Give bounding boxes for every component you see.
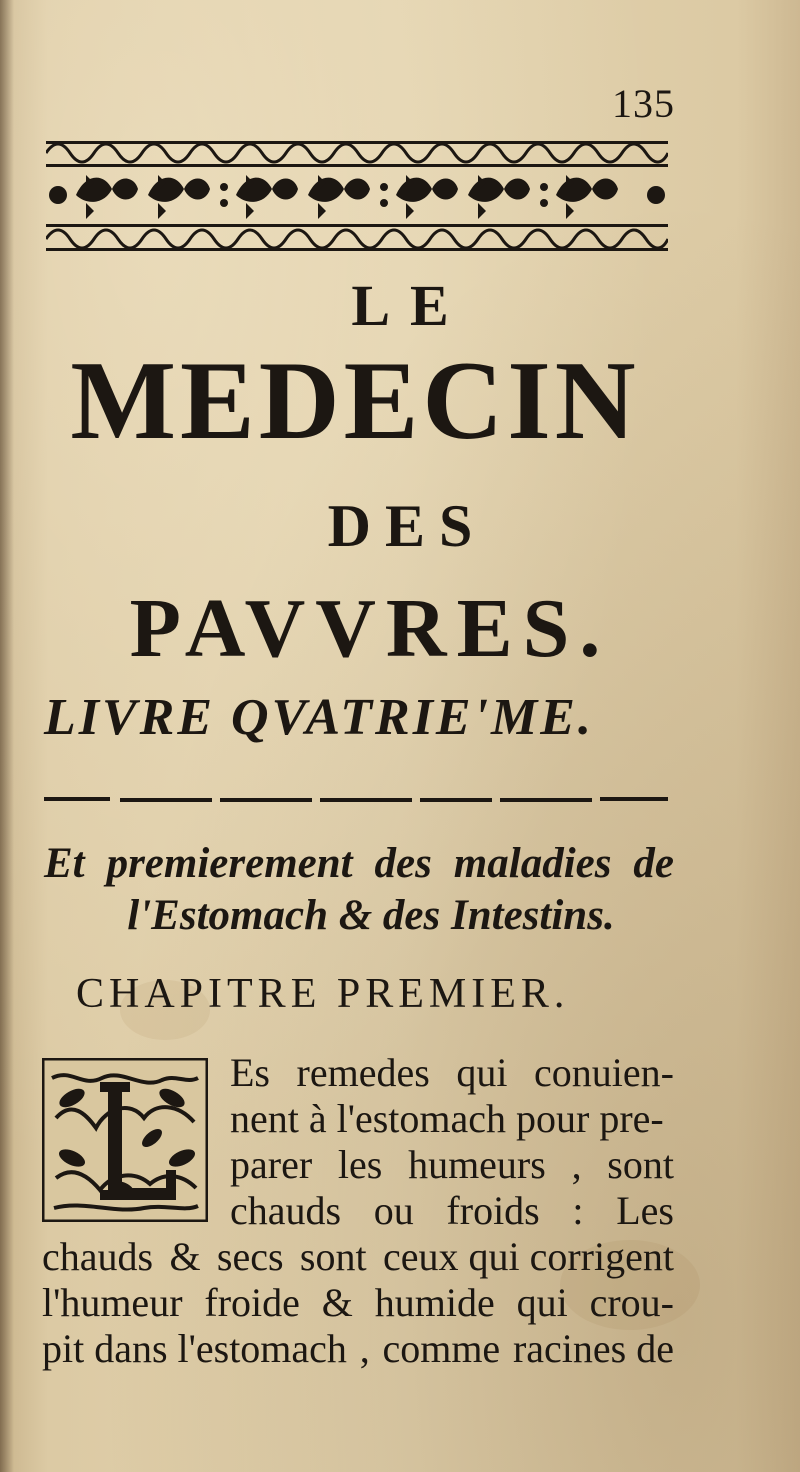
chapter-heading: CHAPITRE PREMIER.	[76, 971, 570, 1017]
subtitle-word: premierement	[106, 840, 353, 887]
text-word: chauds	[42, 1234, 154, 1279]
subtitle-line-2: l'Estomach & des Intestins.	[127, 892, 615, 939]
text-word: les	[337, 1142, 383, 1187]
text-word: Les	[616, 1188, 674, 1233]
text-word: crou-	[589, 1280, 674, 1325]
text-word: secs	[216, 1234, 284, 1279]
text-word: ou	[373, 1188, 414, 1233]
text-word: sont	[299, 1234, 367, 1279]
subtitle-word: maladies	[453, 840, 612, 887]
subtitle-word: Et	[44, 840, 85, 887]
chapter-subtitle	[44, 838, 674, 942]
title-des: DES	[327, 493, 487, 559]
text-word: comme	[382, 1326, 501, 1371]
text-word: &	[169, 1234, 201, 1279]
text-word: l'humeur	[42, 1280, 183, 1325]
text-word: froids	[446, 1188, 540, 1233]
text-line	[42, 1234, 674, 1280]
text-word: froide	[204, 1280, 300, 1325]
text-word: ceux qui corrigent	[382, 1234, 674, 1279]
text-word: pit dans l'estomach	[42, 1326, 347, 1371]
page-number: 135	[612, 81, 675, 126]
subtitle-word: des	[374, 840, 432, 887]
text-word: chauds	[230, 1188, 342, 1233]
text-line	[230, 1050, 674, 1096]
text-word: humeurs	[408, 1142, 546, 1187]
text-line	[42, 1326, 674, 1372]
book-heading: LIVRE QVATRIE'ME.	[44, 689, 594, 746]
title-medecin: MEDECIN	[70, 339, 640, 463]
section-rule	[44, 795, 668, 805]
title-le: LE	[351, 273, 469, 338]
subtitle-line-1	[44, 838, 674, 890]
text-word: Es	[230, 1050, 270, 1095]
text-line	[230, 1096, 674, 1142]
text-word: sont	[607, 1142, 674, 1187]
text-word: ,	[359, 1326, 370, 1371]
text-word: conuien-	[534, 1050, 674, 1095]
text-word: racines de	[512, 1326, 674, 1371]
ornamental-headpiece	[46, 135, 668, 253]
text-word: :	[572, 1188, 584, 1233]
page-gutter-shadow	[0, 0, 14, 1472]
text-word: humide	[374, 1280, 495, 1325]
title-pauvres: PAVVRES.	[129, 582, 611, 675]
text-word: &	[321, 1280, 353, 1325]
text-line	[230, 1188, 674, 1234]
text-word: nent à l'estomach pour pre-	[230, 1096, 664, 1141]
text-word: remedes	[296, 1050, 430, 1095]
text-word: qui	[456, 1050, 508, 1095]
subtitle-word: de	[633, 840, 674, 887]
text-word: ,	[571, 1142, 582, 1187]
text-line	[230, 1142, 674, 1188]
text-word: qui	[516, 1280, 568, 1325]
text-line	[42, 1280, 674, 1326]
body-paragraph	[42, 1050, 674, 1372]
text-word: parer	[230, 1142, 313, 1187]
